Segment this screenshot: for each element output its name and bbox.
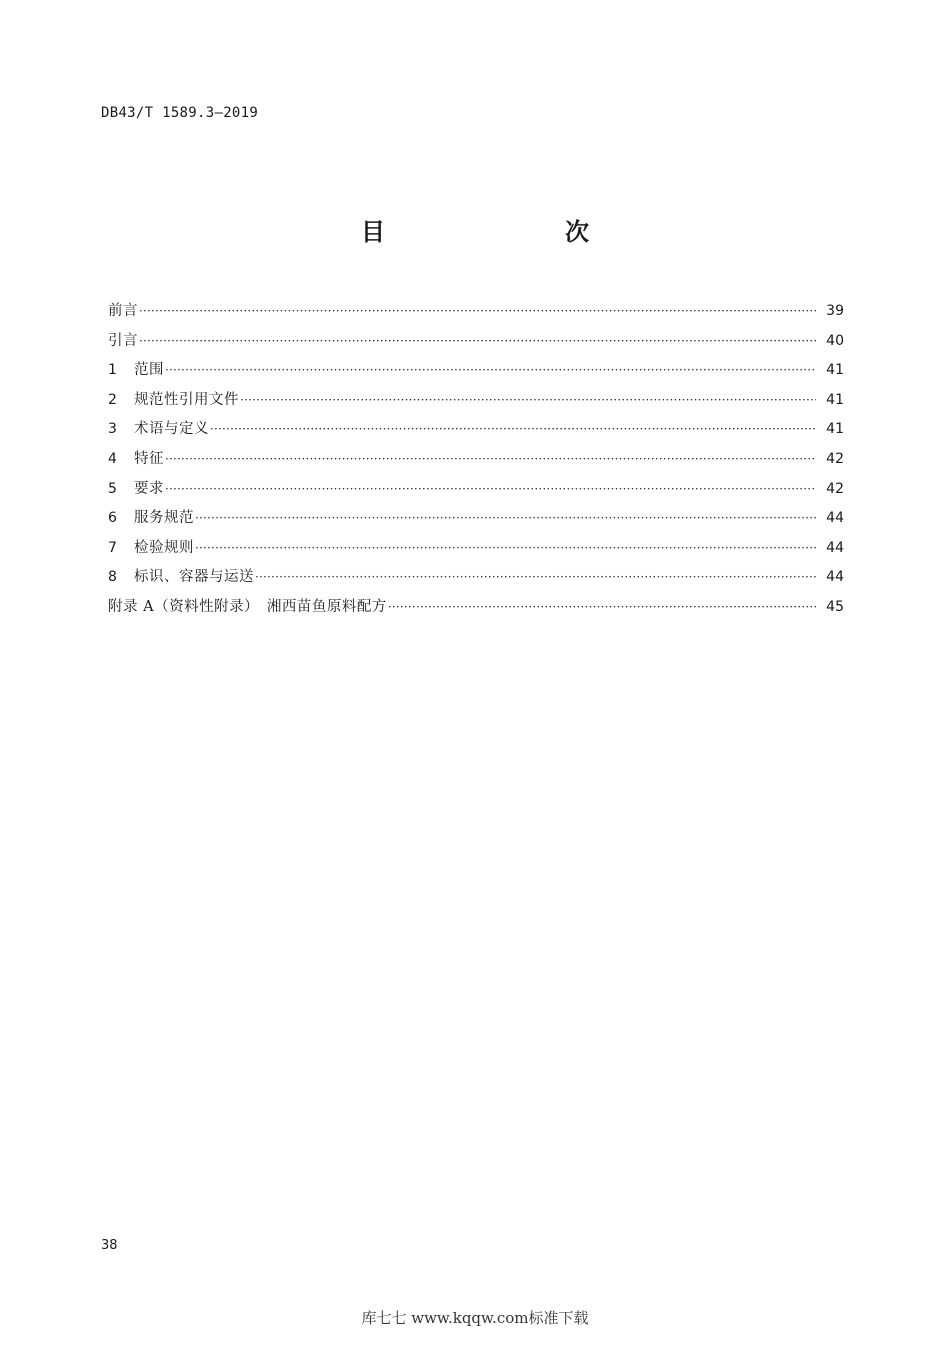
toc-entry-label: 规范性引用文件 (134, 391, 239, 408)
toc-dot-leader (165, 445, 816, 475)
toc-entry-page: 44 (826, 569, 844, 586)
toc-entry-label: 附录 A（资料性附录） 湘西苗鱼原料配方 (108, 598, 387, 615)
toc-entry-appendix-a[interactable] (108, 593, 844, 623)
toc-dot-leader (195, 504, 816, 534)
toc-entry-number: 7 (108, 539, 117, 556)
toc-entry-inspection-rules[interactable] (108, 534, 844, 564)
toc-entry-label: 范围 (134, 362, 164, 379)
toc-entry-page: 41 (826, 421, 844, 438)
toc-entry-page: 42 (826, 450, 844, 467)
toc-entry-page: 44 (826, 539, 844, 556)
toc-dot-leader (139, 327, 816, 357)
toc-entry-label: 术语与定义 (134, 421, 209, 438)
toc-entry-normative-references[interactable] (108, 386, 844, 416)
toc-entry-introduction[interactable] (108, 327, 844, 357)
toc-entry-label: 特征 (134, 450, 164, 467)
toc-entry-page: 39 (826, 303, 844, 319)
toc-entry-scope[interactable] (108, 356, 844, 386)
toc-entry-label: 引言 (108, 332, 138, 349)
toc-dot-leader (388, 593, 816, 623)
toc-dot-leader (240, 386, 816, 416)
toc-dot-leader (195, 534, 816, 564)
toc-entry-label: 服务规范 (134, 510, 194, 527)
toc-entry-page: 41 (826, 362, 844, 379)
toc-entry-page: 41 (826, 391, 844, 408)
toc-entry-terms-definitions[interactable] (108, 415, 844, 445)
toc-entry-marking-containers-transport[interactable] (108, 563, 844, 593)
toc-dot-leader (210, 415, 816, 445)
toc-dot-leader (139, 297, 816, 327)
toc-dot-leader (165, 475, 816, 505)
toc-entry-number: 4 (108, 450, 117, 467)
toc-dot-leader (165, 356, 816, 386)
page-number: 38 (101, 1238, 118, 1253)
toc-entry-number: 1 (108, 362, 117, 379)
toc-entry-page: 40 (826, 332, 844, 349)
toc-entry-service-specification[interactable] (108, 504, 844, 534)
standard-code: DB43/T 1589.3—2019 (101, 105, 259, 121)
toc-entry-preface[interactable] (108, 297, 844, 327)
toc-entry-label: 前言 (108, 303, 138, 319)
toc-entry-page: 45 (826, 598, 844, 615)
toc-entry-number: 8 (108, 569, 117, 586)
toc-entry-label: 标识、容器与运送 (134, 569, 254, 586)
toc-entry-number: 6 (108, 510, 117, 527)
toc-dot-leader (255, 563, 816, 593)
toc-entry-label: 检验规则 (134, 539, 194, 556)
toc-entry-number: 5 (108, 480, 117, 497)
toc-entry-requirements[interactable] (108, 475, 844, 505)
toc-entry-number: 3 (108, 421, 117, 438)
table-of-contents (108, 297, 844, 623)
page-title: 目 次 (361, 218, 633, 246)
toc-entry-label: 要求 (134, 480, 164, 497)
toc-entry-characteristics[interactable] (108, 445, 844, 475)
download-watermark: 库七七 www.kqqw.com标准下载 (361, 1309, 589, 1327)
toc-entry-page: 42 (826, 480, 844, 497)
toc-entry-number: 2 (108, 391, 117, 408)
toc-entry-page: 44 (826, 510, 844, 527)
